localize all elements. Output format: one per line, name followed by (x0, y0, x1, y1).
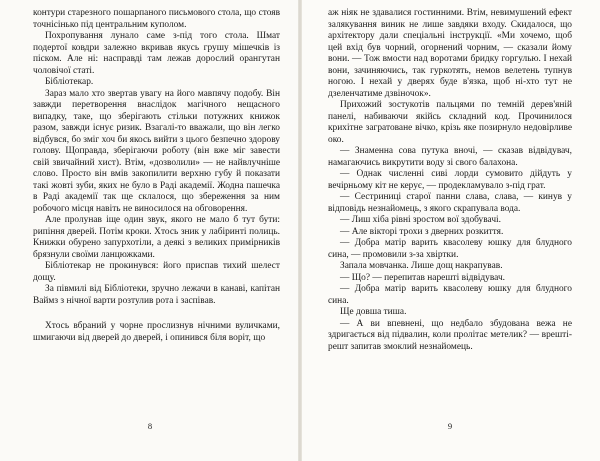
paragraph: — Що? — перепитав нарешті відвідувач. (340, 272, 506, 283)
paragraph: За півмилі від Бібліотеки, зручно лежачи в канаві, капітан Ваймз з нічної варти розтулив рота і заспівав. (33, 284, 280, 306)
paragraph: Прихожий зостукотів пальцями по темній дерев'яній панелі, набиваючи якійсь складний код. Прочинилося крихітне загратоване вічко, крізь яке позирнуло недовірливе око. (328, 100, 572, 145)
paragraph: — Однак численні сиві лорди сумовито дійдуть у вечірньому кіт не керує, — продекламувало з-під грат. (328, 169, 572, 191)
paragraph: Похропування лунало саме з-під того стола. Шмат подертої ковдри залежно вкривав якусь грушу мішечків із піском. Але ні: насправді там лежав дорослий орангутан чоловічої статі. (33, 31, 280, 76)
paragraph: Зараз мало хто звертав увагу на його мавпячу подобу. Він завжди перетворення внаслідок магічного нещасного випадку, таке, що зберігають стільки потужних книжок разом, завжди існує ризик. Взагалі-то вважали, що він легко відбувся, бо зміг хоч би якось вийти з цього безпечно здорову голову. Щоправда, зберігаючи роботу (він вже міг завести свій звичайний хист). Втім, «дозволили» — не найвлучніше слово. Просто він вмів закопилити верхню губу й показати такі жовті зуби, яких не було в Раді академії. Жодна пашечка в Раді академії так ще склалося, що збереження за ним робочого місця навіть не виносилося на обговорення. (33, 88, 280, 214)
page-number: 8 (147, 421, 153, 431)
paragraph: Запала мовчанка. Лише дощ накрапував. (340, 261, 503, 271)
right-page (300, 0, 600, 461)
right-page-text (328, 8, 572, 353)
paragraph: Хтось вбраний у чорне прослизнув нічними вуличками, шмигаючи від дверей до дверей, і опинився біля воріт, що (33, 321, 280, 343)
paragraph: аж ніяк не здавалися гостинними. Втім, невимушений ефект залякування виник не лише завдяки входу. Скидалося, що архітектору дали спеціальні інструкції. «Ми хочемо, щоб цей вхід був чорний, огорнений чорним, — сказали йому вони. — Тож вмости над воротами бридку горгулью. І нехай вони, зачиняючись, так гуркотять, немов велетень тупнув ногою. І нехай у дверях буде в'язка, щоб ні-хто тут не дзеленчатиме дзвіночок». (328, 8, 572, 99)
paragraph: — Лиш хіба рівні зростом вої здобувачі. (340, 215, 501, 225)
paragraph: контури старезного пошарпаного письмового стола, що стояв точнісінько під центральним куполом. (33, 8, 280, 30)
paragraph: Але пролунав іще один звук, якого не мало б тут бути: рипіння дверей. Потім кроки. Хтось зник у лабіринті полиць. Книжки обурено запурхотіли, а деякі з великих примірників брязнули своїми ланцюжками. (33, 215, 280, 260)
left-page-text (33, 8, 280, 344)
paragraph: — Але вікторі трохи з дверних розкиття. (340, 226, 504, 237)
page-number: 9 (447, 421, 453, 431)
paragraph: Бібліотекар. (45, 77, 94, 87)
book-gutter (298, 0, 302, 461)
paragraph: — Добра матір варить квасолеву юшку для блудного сина, — промовили з-за хвіртки. (328, 238, 572, 260)
paragraph: Ще довша тиша. (340, 307, 407, 317)
paragraph: — Знаменна сова путука вночі, — сказав відвідувач, намагаючись викрутити воду зі свого балахона. (328, 146, 572, 168)
paragraph: — А ви впевнені, що недбало збудована вежа не здригається від підвалин, коли пролітає метелик? — врешті-решт запитав змоклий незнайомець. (328, 318, 572, 352)
paragraph: — Добра матір варить квасолеву юшку для блудного сина. (328, 284, 572, 306)
paragraph: — Сестриниці старої панни слава, слава, — кинув у відповідь незнайомець, з якого скрапувала вода. (328, 192, 572, 214)
paragraph: Бібліотекар не прокинувся: його приспав тихий шелест дощу. (33, 261, 280, 283)
